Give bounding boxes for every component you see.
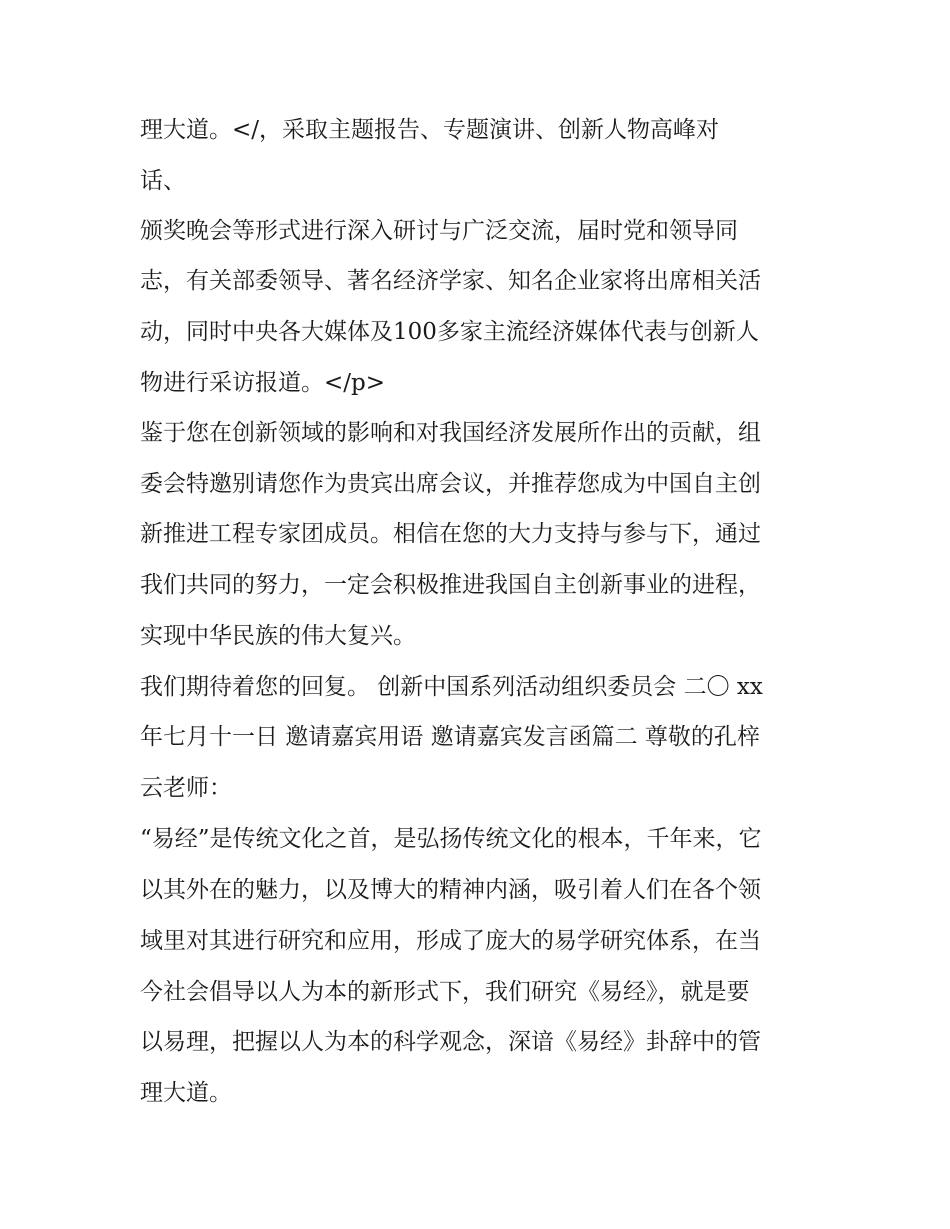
text-line: 动，同时中央各大媒体及100多家主流经济媒体代表与创新人 <box>140 319 759 345</box>
text-line: 以易理，把握以人为本的科学观念，深谙《易经》卦辞中的管 <box>140 1029 761 1055</box>
text-line: 理大道。</，采取主题报告、专题演讲、创新人物高峰对 <box>140 117 720 143</box>
text-line: 我们共同的努力，一定会积极推进我国自主创新事业的进程， <box>140 572 761 598</box>
text-line: 新推进工程专家团成员。相信在您的大力支持与参与下，通过 <box>140 521 761 547</box>
text-line: 话、 <box>140 168 186 194</box>
text-line: 委会特邀别请您作为贵宾出席会议，并推荐您成为中国自主创 <box>140 471 761 497</box>
text-line: 年七月十一日 邀请嘉宾用语 邀请嘉宾发言函篇二 尊敬的孔梓 <box>140 724 760 750</box>
text-line: 今社会倡导以人为本的新形式下，我们研究《易经》，就是要 <box>140 979 750 1005</box>
text-line: 我们期待着您的回复。 创新中国系列活动组织委员会 二〇 xx <box>140 674 763 700</box>
text-line: 颁奖晚会等形式进行深入研讨与广泛交流，届时党和领导同 <box>140 218 738 244</box>
text-line: “易经”是传统文化之首，是弘扬传统文化的根本，千年来，它 <box>140 826 762 852</box>
text-line: 实现中华民族的伟大复兴。 <box>140 623 416 649</box>
text-line: 域里对其进行研究和应用，形成了庞大的易学研究体系，在当 <box>140 928 761 954</box>
text-line: 以其外在的魅力，以及博大的精神内涵，吸引着人们在各个领 <box>140 877 761 903</box>
text-line: 云老师： <box>140 775 232 801</box>
text-line: 理大道。 <box>140 1080 232 1106</box>
text-line: 鉴于您在创新领域的影响和对我国经济发展所作出的贡献，组 <box>140 420 761 446</box>
text-line: 物进行采访报道。</p> <box>140 370 386 396</box>
text-line: 志，有关部委领导、著名经济学家、知名企业家将出席相关活 <box>140 268 761 294</box>
